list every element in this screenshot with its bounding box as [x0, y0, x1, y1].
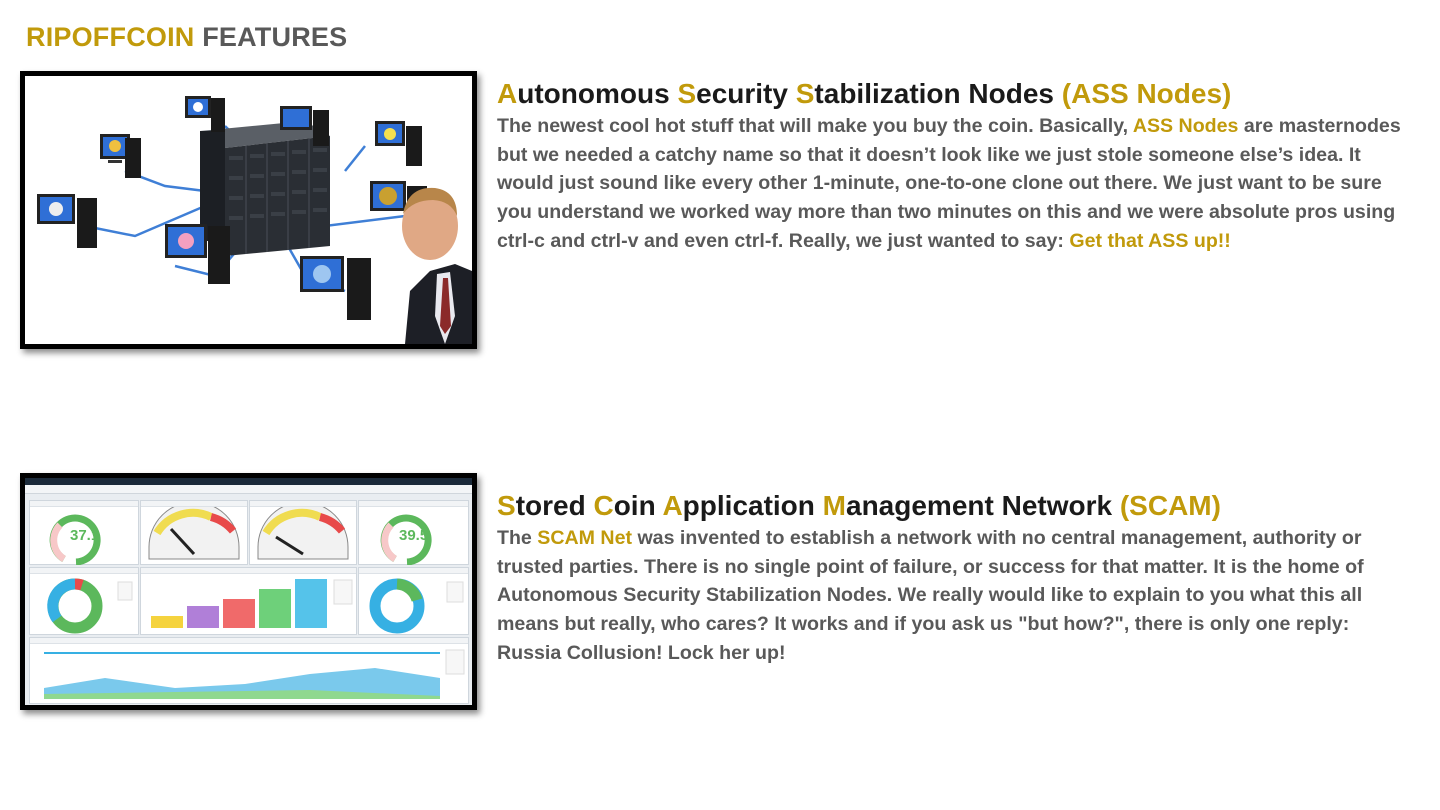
gauge-panel-left: [29, 500, 139, 565]
feature-description: [497, 524, 1417, 668]
donut-chart-panel-left: [29, 567, 139, 635]
description-text: are masternodes but we needed a catchy name so that it doesn’t look like we just stole someone else’s idea. It would just sound like every other 1-minute, one-to-one clone out there. We just want to be sure you understand we worked way more than two minutes on this and we were absolute pros using ctrl-c and ctrl-v and even ctrl-f. Really, we just wanted to say:: [497, 115, 1401, 252]
feature-title: [497, 488, 1417, 524]
network-illustration: [20, 71, 477, 349]
feature-title: [497, 76, 1417, 112]
bar-chart-panel: [140, 567, 357, 635]
title-abbreviation: (SCAM): [1119, 490, 1221, 521]
speedometer-panel-left: [140, 500, 248, 565]
donut-chart-panel-right: [358, 567, 469, 635]
highlight-text: Get that ASS up!!: [1069, 229, 1231, 252]
title-initial: C: [593, 490, 614, 521]
title-word: tored: [515, 490, 594, 521]
description-text: The: [497, 527, 538, 549]
highlight-text: ASS Nodes: [1132, 115, 1239, 137]
dashboard-topbar: [25, 478, 472, 485]
gauge-value-left: 37.1: [70, 527, 100, 544]
page-title: [26, 22, 347, 53]
brand-name: RIPOFFCOIN: [26, 22, 195, 52]
description-text: The newest cool hot stuff that will make you buy the coin. Basically,: [497, 115, 1133, 137]
title-word: ecurity: [696, 78, 796, 109]
network-diagram-image: [25, 76, 472, 344]
gauge-value-right: 39.5: [399, 527, 429, 544]
title-initial: A: [497, 78, 518, 109]
title-word: tabilization Nodes: [814, 78, 1062, 109]
title-initial: S: [795, 78, 815, 109]
speedometer-panel-right: [249, 500, 357, 565]
feature-description: [497, 112, 1417, 256]
title-word: oin: [613, 490, 663, 521]
title-initial: S: [497, 490, 516, 521]
man-in-suit-figure: [402, 188, 472, 344]
dashboard-toolbar: [25, 485, 472, 494]
title-abbreviation: (ASS Nodes): [1061, 78, 1232, 109]
feature-ass-nodes: [497, 76, 1417, 256]
title-initial: M: [822, 490, 846, 521]
gauge-panel-right: [358, 500, 469, 565]
title-word: pplication: [682, 490, 823, 521]
title-suffix: FEATURES: [194, 22, 348, 52]
title-word: anagement Network: [846, 490, 1120, 521]
area-chart-panel: [29, 637, 469, 704]
highlight-text: SCAM Net: [537, 527, 632, 549]
computer-icon: [100, 134, 141, 178]
feature-scam-network: [497, 488, 1417, 668]
title-initial: A: [662, 490, 683, 521]
title-word: utonomous: [517, 78, 678, 109]
description-text: was invented to establish a network with no central management, authority or trusted parties. There is no single point of failure, or success for that matter. It is the home of Autonomous Security Stabilization Nodes. We really would like to explain to you what this all means but really, who cares? It works and if you ask us "but how?", there is only one reply: Russia Collusion! Lock her up!: [497, 527, 1364, 664]
title-initial: S: [677, 78, 697, 109]
dashboard-screenshot: [20, 473, 477, 710]
